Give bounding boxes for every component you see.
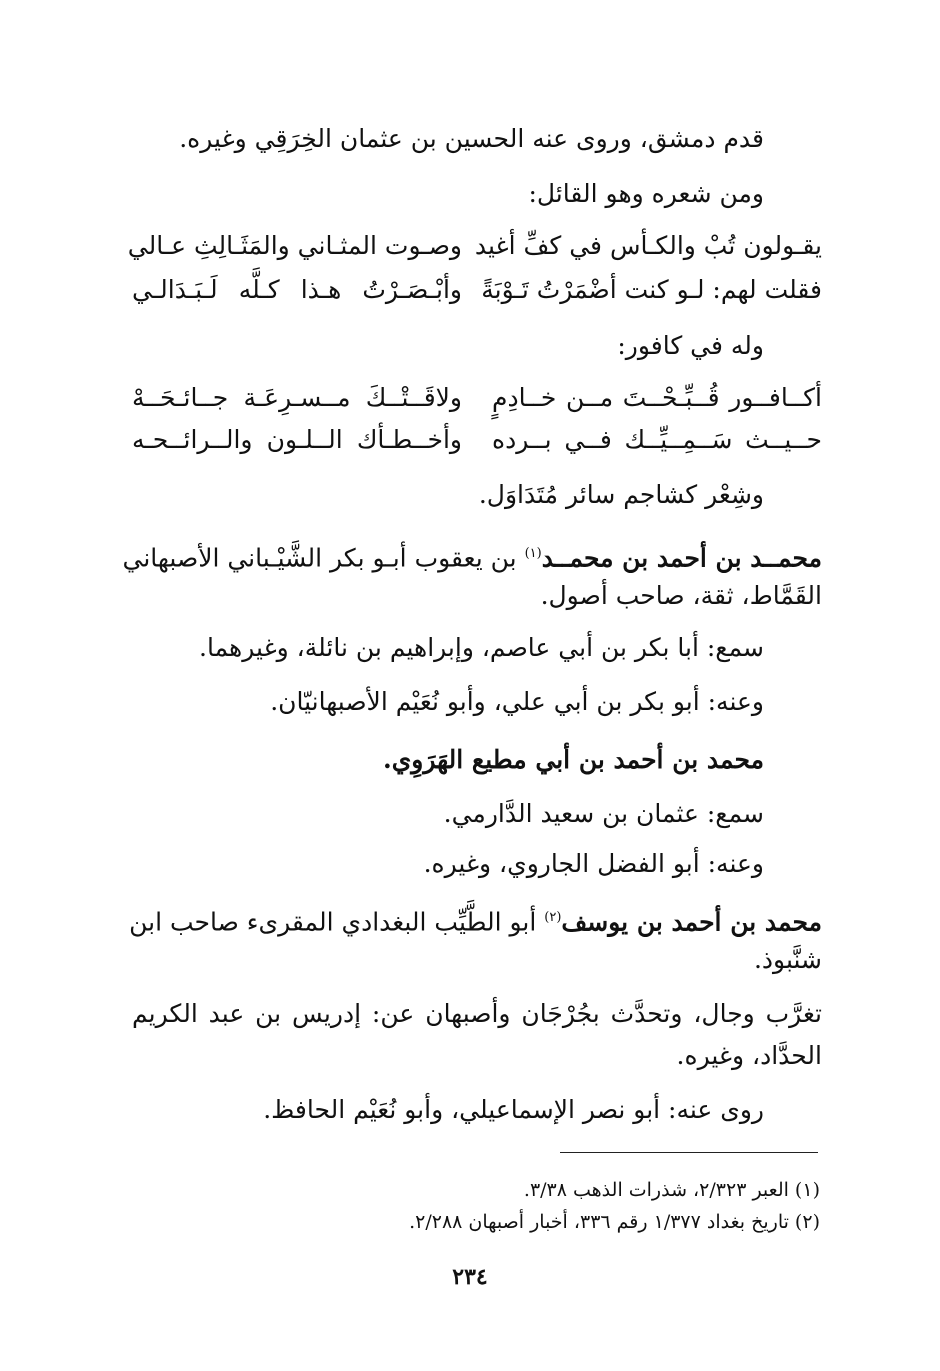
text-line: وشِعْر كشاجم سائر مُتَدَاوَل. (478, 480, 764, 509)
text-line: قدم دمشق، وروى عنه الحسين بن عثمان الخِرَقِي وغيره. (179, 124, 764, 153)
entry-text: بن يعقوب أبـو بكر الشَّيْـباني الأصبهاني (122, 543, 525, 573)
text-line: شنَّبوذ. (753, 945, 822, 974)
entry-heading: محمد بن أحمد بن أبي مطيع الهَرَوِي. (383, 745, 764, 774)
verse-second-hemistich: وصـوت المثـاني والمَثَـالِثِ عـالي (127, 231, 462, 260)
verse-first-hemistich: أكــافــور قُــبِّـحْــتَ مــن خــادِمٍ (492, 383, 822, 412)
footnote-divider (560, 1152, 818, 1153)
footnote-ref: (٢) (544, 910, 562, 925)
text-line: الحدَّاد، وغيره. (676, 1041, 822, 1070)
text-line: روى عنه: أبو نصر الإسماعيلي، وأبو نُعَيْم الحافظ. (263, 1095, 764, 1124)
text-line: سمع: عثمان بن سعيد الدَّارمي. (443, 799, 764, 828)
verse-second-hemistich: ولاقَــتْــكَ مــسـرِعَـة جــائـحَــهْ (132, 383, 462, 412)
verse-row (132, 378, 822, 418)
entry-name: محمد بن أحمد بن يوسف (561, 907, 822, 937)
entry-text: أبو الطَّيِّب البغدادي المقرىء صاحب ابن (129, 907, 545, 937)
verse-row (132, 420, 822, 460)
footnote-2: (٢) تاريخ بغداد ١/٣٧٧ رقم ٣٣٦، أخبار أصبهان ٢/٢٨٨. (409, 1211, 820, 1233)
text-line: القَمَّاط، ثقة، صاحب أصول. (540, 581, 822, 610)
text-line: وعنه: أبو بكر بن أبي علي، وأبو نُعَيْم الأصبهانيّان. (270, 687, 764, 716)
verse-row (127, 226, 822, 266)
entry-name: محمــد بن أحمد بن محمــد (541, 543, 822, 573)
entry-heading-line (129, 900, 822, 940)
entry-heading-line (122, 536, 822, 576)
footnote-ref: (١) (524, 546, 542, 561)
text-line: وعنه: أبو الفضل الجاروي، وغيره. (423, 849, 764, 878)
verse-first-hemistich: فقلت لهم: لـو كنت أضْمَرْتُ تَـوْبَةً (481, 275, 822, 304)
text-line: سمع: أبا بكر بن أبي عاصم، وإبراهيم بن نائلة، وغيرهما. (199, 633, 764, 662)
verse-second-hemistich: وأخــطـأك الــلـون والــرائــحـه (132, 425, 462, 454)
text-line: ومن شعره وهو القائل: (528, 179, 764, 208)
text-line: تغرَّب وجال، وتحدَّث بجُرْجَان وأصبهان عن: إدريس بن عبد الكريم (132, 999, 822, 1028)
text-line: وله في كافور: (617, 331, 764, 360)
verse-first-hemistich: يقـولون تُبْ والكـأس في كفِّ أغيد (474, 231, 822, 260)
page-number: ٢٣٤ (452, 1264, 488, 1290)
verse-first-hemistich: حــيــث سَــمِــيِّــك فــي بــرده (492, 425, 822, 454)
footnote-1: (١) العبر ٢/٣٢٣، شذرات الذهب ٣/٣٨. (523, 1179, 820, 1201)
verse-row (132, 270, 822, 310)
verse-second-hemistich: وأبْـصَـرْتُ هـذا كـلَّه لَـبَـدَالـي (132, 275, 462, 304)
